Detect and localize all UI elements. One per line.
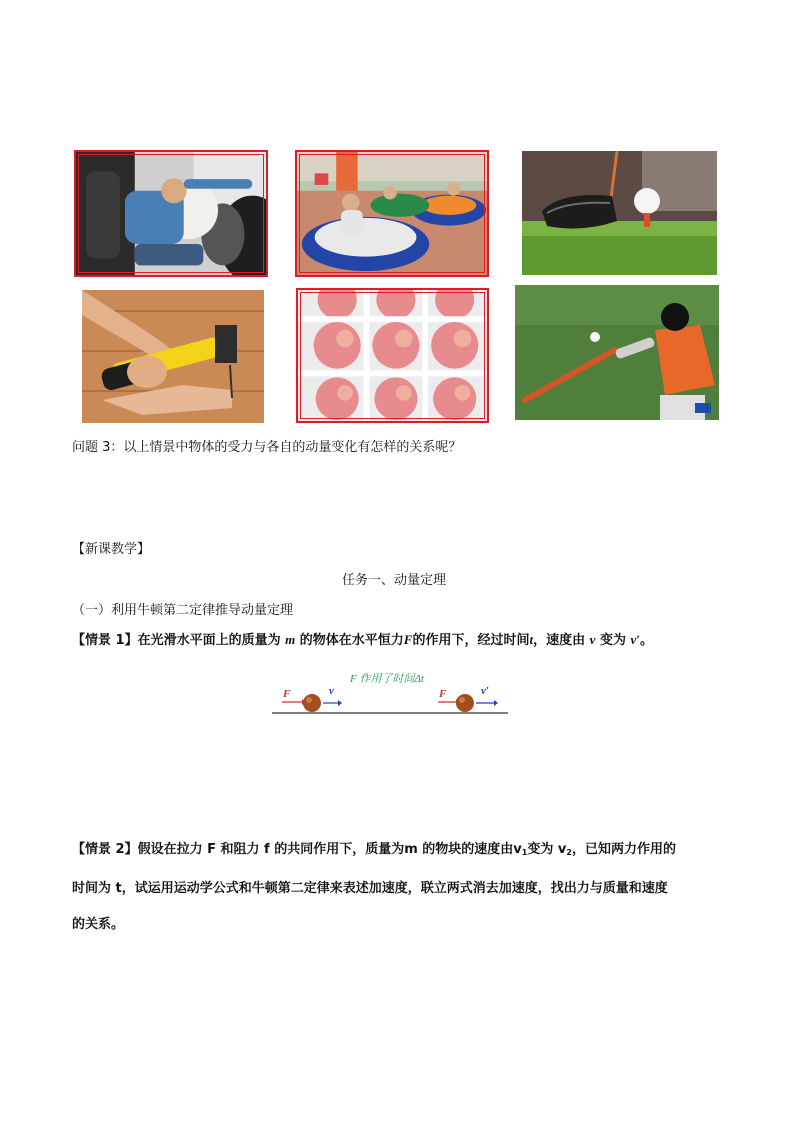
velocity-symbol: v [589,632,596,647]
final-velocity-symbol: v′ [630,632,640,647]
scene-1-text: 【情景 1】在光滑水平面上的质量为 m 的物体在水平恒力F的作用下，经过时间t，速度由 v 变为 v′。 [72,632,653,648]
velocity-label-left: v [329,685,334,697]
scene-2-line-3: 的关系。 [72,917,125,932]
ball-right [456,694,474,712]
hammer-nail-photo [82,290,264,423]
mass-symbol: m [285,632,296,647]
force-symbol: F [403,632,413,647]
question-3: 问题 3：以上情景中物体的受力与各自的动量变化有怎样的关系呢？ [72,440,462,455]
bumper-car-photo [295,150,489,277]
section-heading: 【新课教学】 [72,542,151,557]
time-symbol: t [529,632,534,647]
force-time-diagram [268,668,512,720]
baseball-batter-photo [515,285,719,420]
diagram-title: F 作用了时间Δt [350,673,424,685]
force-label-left: F [283,688,291,700]
scene-2-tag: 【情景 2】 [72,842,138,857]
scene-2-paragraph [72,832,722,943]
scene-2-line-1: 【情景 2】假设在拉力 F 和阻力 f 的共同作用下，质量为m 的物块的速度由$v_1$变为 $v_2$，已知两力作用的 [72,842,676,857]
foam-packed-fruit-photo [296,288,489,423]
scene-2-line-2: 时间为 t，试运用运动学公式和牛顿第二定律来表述加速度，联立两式消去加速度，找出力与质量和速度 [72,881,668,896]
airbag-photo [74,150,268,277]
ball-left [303,694,321,712]
scene-1-tag: 【情景 1】 [72,633,138,648]
force-label-right: F [439,688,447,700]
golf-tee-shot-photo [522,151,717,275]
task-title: 任务一、动量定理 [342,573,447,588]
velocity-label-right: v′ [481,685,489,697]
subsection-title: （一）利用牛顿第二定律推导动量定理 [72,603,294,618]
